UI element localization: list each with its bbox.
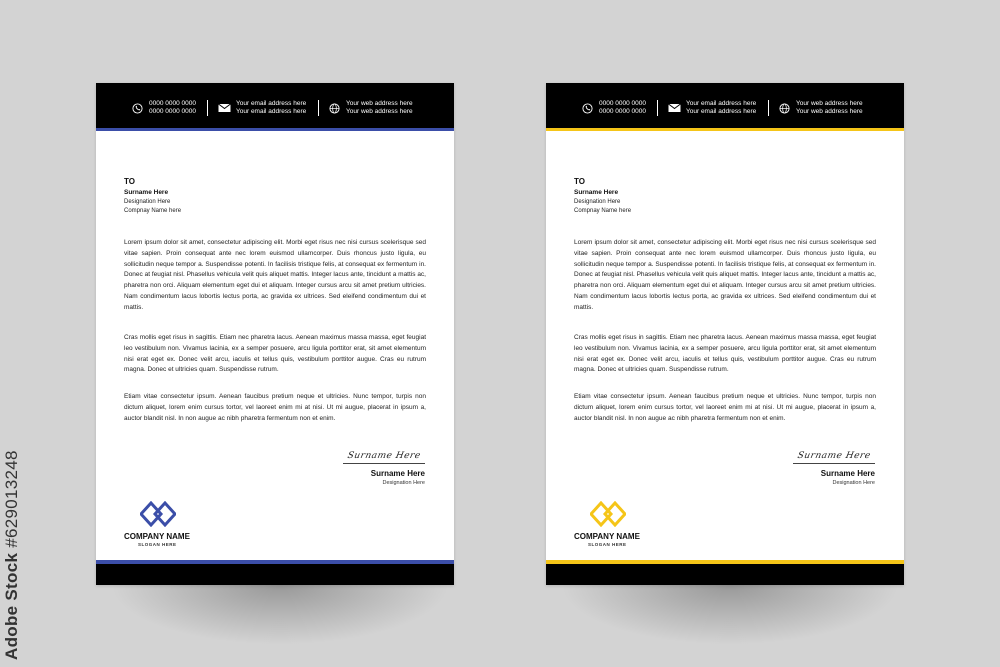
letterhead-blue (96, 83, 454, 585)
header-accent-line (546, 128, 904, 131)
stock-brand: Adobe Stock (2, 552, 21, 660)
web-line-1: Your web address here (346, 100, 413, 107)
signer-designation: Designation Here (832, 480, 875, 486)
signature-rule (793, 463, 875, 464)
envelope-icon (217, 101, 231, 115)
web-line-1: Your web address here (796, 100, 863, 107)
header-divider (318, 100, 319, 116)
header-divider (207, 100, 208, 116)
body-paragraph-1: Lorem ipsum dolor sit amet, consectetur adipiscing elit. Morbi eget risus nec nisi cursus scelerisque sed vitae sapien. Proin consequat ante nec lorem euismod ullamcorper. Duis rhoncus justo ligula, eu sollicitudin neque tempor a. Suspendisse potenti. In facilisis tristique felis, at consequat ex fermentum in. Donec at feugiat nisl. Phasellus vehicula velit quis aliquet mattis. Integer lacus ante, tincidunt a mattis ac, pharetra non orci. Aliquam elementum eget dui et aliquam. Integer cursus arcu sit amet pretium ultricies. Nam condimentum lacus lobortis lectus porta, ac gravida ex ultrices. Sed eleifend condimentum dui et mattis. (574, 239, 876, 311)
signer-name: Surname Here (820, 469, 875, 478)
web-line-2: Your web address here (346, 108, 413, 115)
diamond-logo-icon (140, 501, 176, 527)
envelope-icon (667, 101, 681, 115)
diamond-logo-icon (590, 501, 626, 527)
recipient-designation: Designation Here (574, 199, 621, 205)
signature-block (793, 451, 875, 486)
header-divider (768, 100, 769, 116)
signer-name: Surname Here (370, 469, 425, 478)
letterhead-footer (546, 564, 904, 585)
phone-contact (580, 100, 646, 116)
globe-icon (777, 101, 791, 115)
recipient-designation: Designation Here (124, 199, 171, 205)
phone-line-1: 0000 0000 0000 (149, 100, 196, 107)
body-paragraph-2: Cras mollis eget risus in sagittis. Etiam nec pharetra lacus. Aenean maximus massa massa, eget feugiat leo vestibulum non. Vivamus lacinia, ex a semper posuere, arcu ligula porttitor erat, sit amet elementum nisi erat eget ex. Donec velit arcu, iaculis et tellus quis, vestibulum porttitor augue. Cras eu rutrum magna. Donec et ultricies quam. Suspendisse rutrum. (124, 334, 426, 374)
phone-contact (130, 100, 196, 116)
signer-designation: Designation Here (382, 480, 425, 486)
web-contact (777, 100, 863, 116)
phone-line-1: 0000 0000 0000 (599, 100, 646, 107)
sheet-shadow-left (110, 585, 450, 645)
to-label: TO (124, 177, 135, 186)
company-name: COMPANY NAME (574, 532, 640, 541)
recipient-block (124, 177, 181, 214)
recipient-surname: Surname Here (574, 189, 619, 196)
phone-line-2: 0000 0000 0000 (599, 108, 646, 115)
letterhead-header (96, 83, 454, 128)
letterhead-yellow (546, 83, 904, 585)
company-logo-block (124, 501, 204, 547)
email-contact (667, 100, 756, 116)
signature-script: Surname Here (346, 451, 422, 461)
body-paragraph-2: Cras mollis eget risus in sagittis. Etiam nec pharetra lacus. Aenean maximus massa massa, eget feugiat leo vestibulum non. Vivamus lacinia, ex a semper posuere, arcu ligula porttitor erat, sit amet elementum nisi erat eget ex. Donec velit arcu, iaculis et tellus quis, vestibulum porttitor augue. Cras eu rutrum magna. Donec et ultricies quam. Suspendisse rutrum. (574, 334, 876, 374)
signature-script: Surname Here (796, 451, 872, 461)
email-contact (217, 100, 306, 116)
to-label: TO (574, 177, 585, 186)
sheet-shadow-right (560, 585, 900, 645)
phone-icon (130, 101, 144, 115)
letterhead-footer (96, 564, 454, 585)
stock-watermark-id (2, 450, 22, 660)
web-contact (327, 100, 413, 116)
email-line-2: Your email address here (686, 108, 757, 115)
header-divider (657, 100, 658, 116)
recipient-company: Compnay Name here (574, 208, 632, 214)
recipient-block (574, 177, 631, 214)
body-paragraph-3: Etiam vitae consectetur ipsum. Aenean faucibus pretium neque et ultricies. Nunc tempor, turpis non dictum aliquet, lorem enim cursus tortor, vel laoreet enim mi at nisi. Ut mi augue, placerat in ipsum a, auctor blandit nisl. In non augue ac nibh pharetra fermentum non et enim. (574, 393, 876, 422)
letterhead-header (546, 83, 904, 128)
email-line-1: Your email address here (686, 100, 757, 107)
header-accent-line (96, 128, 454, 131)
globe-icon (327, 101, 341, 115)
web-line-2: Your web address here (796, 108, 863, 115)
company-logo-block (574, 501, 654, 547)
phone-line-2: 0000 0000 0000 (149, 108, 196, 115)
company-name: COMPANY NAME (124, 532, 190, 541)
email-line-2: Your email address here (236, 108, 307, 115)
stock-number: #629013248 (2, 450, 21, 548)
recipient-surname: Surname Here (124, 189, 169, 196)
body-paragraph-3: Etiam vitae consectetur ipsum. Aenean faucibus pretium neque et ultricies. Nunc tempor, turpis non dictum aliquet, lorem enim cursus tortor, vel laoreet enim mi at nisi. Ut mi augue, placerat in ipsum a, auctor blandit nisl. In non augue ac nibh pharetra fermentum non et enim. (124, 393, 426, 422)
email-line-1: Your email address here (236, 100, 307, 107)
company-slogan: SLOGAN HERE (588, 542, 627, 547)
signature-block (343, 451, 425, 486)
company-slogan: SLOGAN HERE (138, 542, 177, 547)
recipient-company: Compnay Name here (124, 208, 182, 214)
signature-rule (343, 463, 425, 464)
body-paragraph-1: Lorem ipsum dolor sit amet, consectetur adipiscing elit. Morbi eget risus nec nisi cursus scelerisque sed vitae sapien. Proin consequat ante nec lorem euismod ullamcorper. Duis rhoncus justo ligula, eu sollicitudin neque tempor a. Suspendisse potenti. In facilisis tristique felis, at consequat ex fermentum in. Donec at feugiat nisl. Phasellus vehicula velit quis aliquet mattis. Integer lacus ante, tincidunt a mattis ac, pharetra non orci. Aliquam elementum eget dui et aliquam. Integer cursus arcu sit amet pretium ultricies. Nam condimentum lacus lobortis lectus porta, ac gravida ex ultrices. Sed eleifend condimentum dui et mattis. (124, 239, 426, 311)
phone-icon (580, 101, 594, 115)
